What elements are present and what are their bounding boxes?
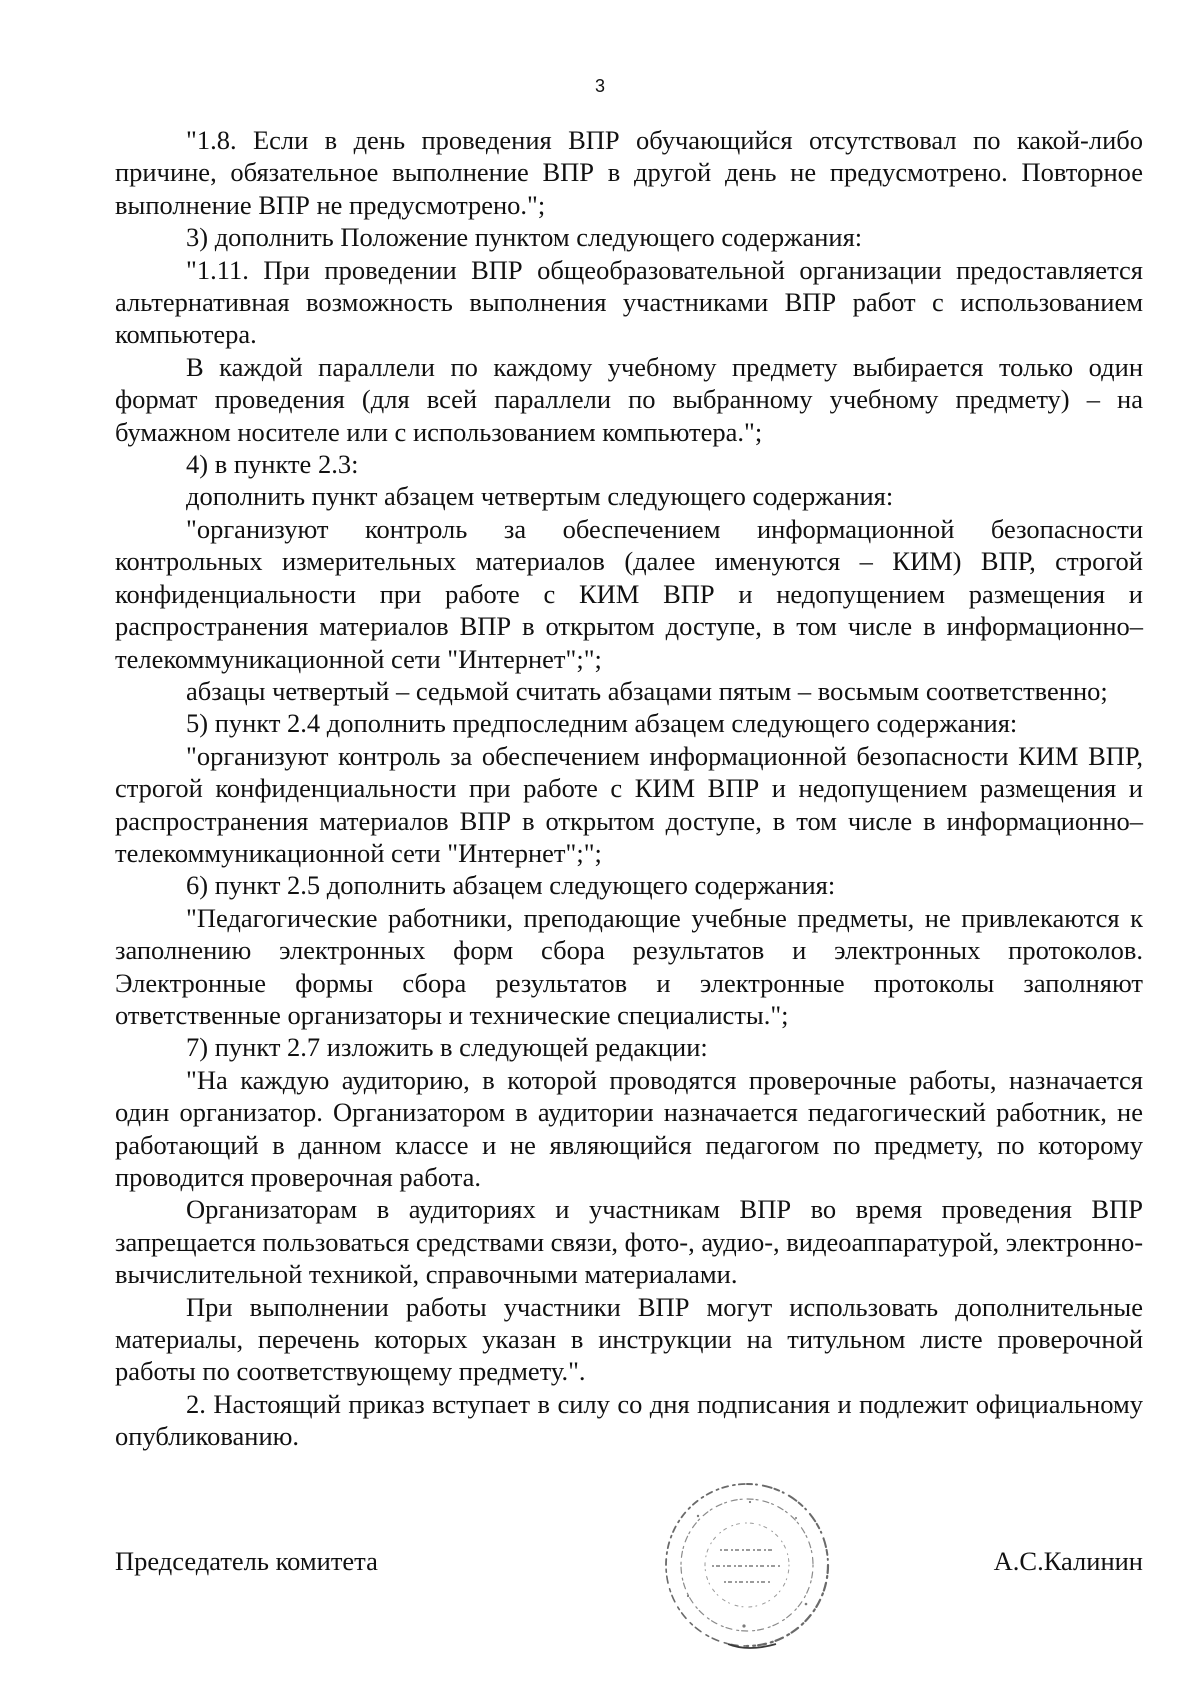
paragraph-item-5: 5) пункт 2.4 дополнить предпоследним абзацем следующего содержания: (186, 708, 1018, 739)
page-number: 3 (594, 76, 605, 96)
paragraph-item-4-intro: дополнить пункт абзацем четвертым следующего содержания: (186, 481, 894, 512)
paragraph-1-11: "1.11. При проведении ВПР общеобразовательной организации предоставляется альтернативная возможность выполнения участниками ВПР работ с использованием компьютера. (115, 254, 1143, 350)
document-body (115, 124, 1143, 1453)
signatory-title: Председатель комитета (115, 1546, 378, 1576)
paragraph-organizer: "На каждую аудиторию, в которой проводятся проверочные работы, назначается один организатор. Организатором в аудитории назначается педагогический работник, не работающий в данном классе и не являющийся педагогом по предмету, по которому проводится проверочная работа. (115, 1064, 1143, 1192)
paragraph-item-7: 7) пункт 2.7 изложить в следующей редакции: (186, 1032, 708, 1063)
paragraph-1-8: "1.8. Если в день проведения ВПР обучающийся отсутствовал по какой-либо причине, обязательное выполнение ВПР в другой день не предусмотрено. Повторное выполнение ВПР не предусмотрено."; (115, 125, 1143, 220)
paragraph-format: В каждой параллели по каждому учебному предмету выбирается только один формат проведения (для всей параллели по выбранному учебному предмету) – на бумажном носителе или с использованием компьютера."; (115, 351, 1143, 447)
paragraph-item-4: 4) в пункте 2.3: (186, 449, 359, 480)
paragraph-kim-control-2-3: "организуют контроль за обеспечением информационной безопасности контрольных измерительных материалов (далее именуются – КИМ) ВПР, строгой конфиденциальности при работе с КИМ ВПР и недопущением размещения и распространения материалов ВПР в открытом доступе, в том числе в информационно–телекоммуникационной сети "Интернет";"; (115, 513, 1143, 674)
paragraph-prohibitions: Организаторам в аудиториях и участникам ВПР во время проведения ВПР запрещается пользоваться средствами связи, фото-, аудио-, видеоаппаратурой, электронно-вычислительной техникой, справочными материалами. (115, 1194, 1144, 1290)
paragraph-effective: 2. Настоящий приказ вступает в силу со дня подписания и подлежит официальному опубликованию. (115, 1388, 1143, 1452)
signatory-name: А.С.Калинин (993, 1546, 1143, 1576)
signature-block (115, 1545, 1143, 1579)
paragraph-item-6: 6) пункт 2.5 дополнить абзацем следующего содержания: (186, 870, 836, 901)
paragraph-renumber: абзацы четвертый – седьмой считать абзацами пятым – восьмым соответственно; (186, 675, 1108, 706)
paragraph-kim-control-2-4: "организуют контроль за обеспечением информационной безопасности КИМ ВПР, строгой конфиденциальности при работе с КИМ ВПР и недопущением размещения и распространения материалов ВПР в открытом доступе, в том числе в информационно–телекоммуникационной сети "Интернет";"; (115, 740, 1143, 868)
paragraph-teachers: "Педагогические работники, преподающие учебные предметы, не привлекаются к заполнению электронных форм сбора результатов и электронных протоколов. Электронные формы сбора результатов и электронные протоколы заполняют ответственные организаторы и технические специалисты."; (115, 902, 1143, 1030)
paragraph-item-3: 3) дополнить Положение пунктом следующего содержания: (186, 222, 863, 253)
official-stamp (658, 1476, 836, 1654)
paragraph-materials: При выполнении работы участники ВПР могут использовать дополнительные материалы, перечень которых указан в инструкции на титульном листе проверочной работы по соответствующему предмету.". (115, 1291, 1143, 1387)
